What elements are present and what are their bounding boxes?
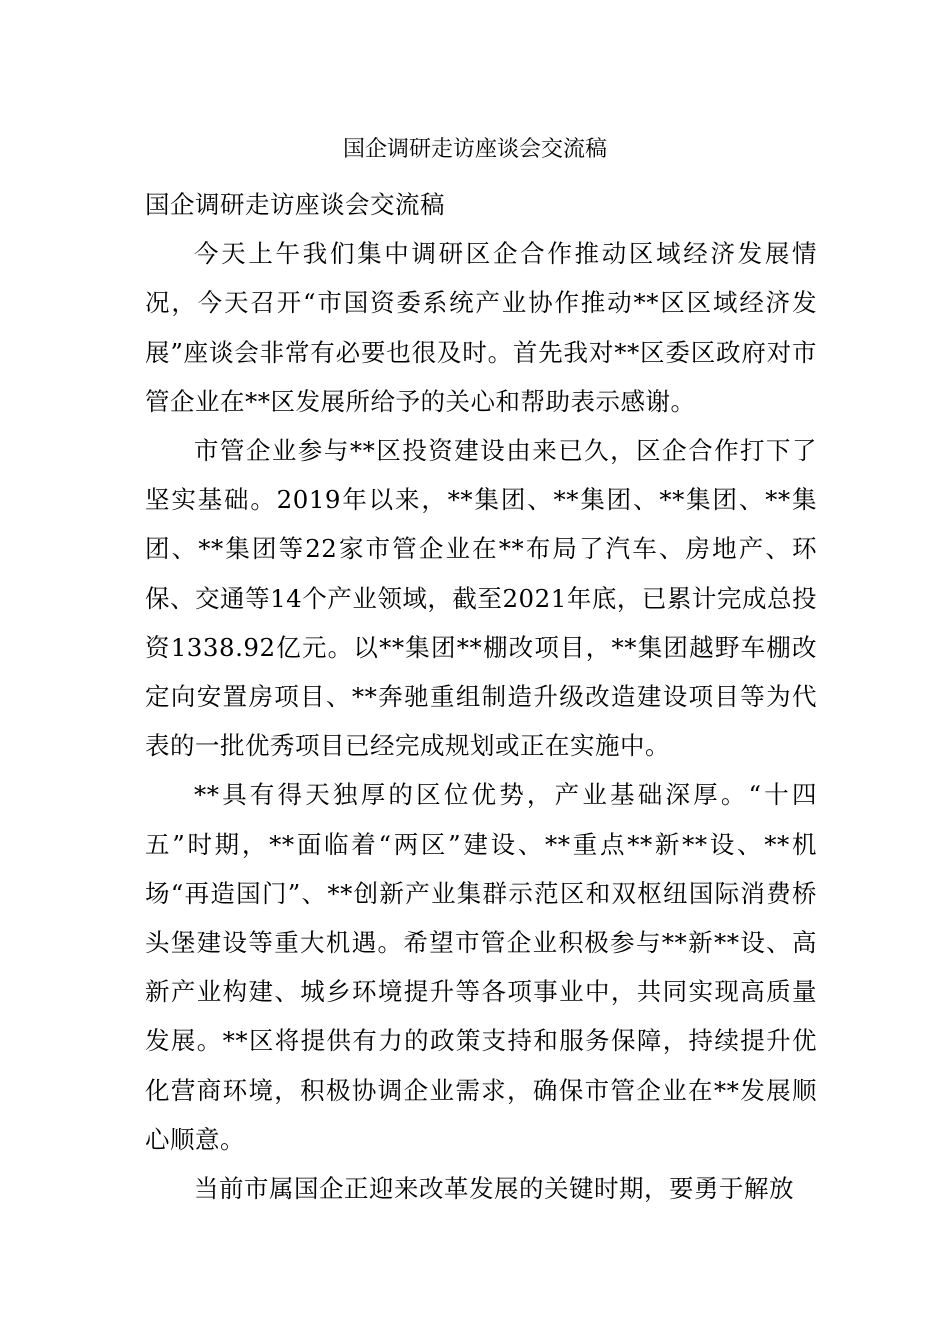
paragraph-4: 当前市属国企正迎来改革发展的关键时期，要勇于解放 bbox=[194, 1174, 794, 1204]
document-subtitle: 国企调研走访座谈会交流稿 bbox=[145, 190, 445, 219]
paragraph-3: **具有得天独厚的区位优势，产业基础深厚。“十四五”时期，**面临着“两区”建设、**重点**新**设、**机场“再造国门”、**创新产业集群示范区和双枢纽国际消费桥头堡建设等重大机遇。希望市管企业积极参与**新**设、高新产业构建、城乡环境提升等各项事业中，共同实现高质量发展。**区将提供有力的政策支持和服务保障，持续提升优化营商环境，积极协调企业需求，确保市管企业在**发展顺心顺意。 bbox=[145, 780, 817, 1154]
paragraph-2: 市管企业参与**区投资建设由来已久，区企合作打下了坚实基础。2019年以来，**集团、**集团、**集团、**集团、**集团等22家市管企业在**布局了汽车、房地产、环保、交通等14个产业领域，截至2021年底，已累计完成总投资1338.92亿元。以**集团**棚改项目，**集团越野车棚改定向安置房项目、**奔驰重组制造升级改造建设项目等为代表的一批优秀项目已经完成规划或正在实施中。 bbox=[145, 436, 817, 761]
document-title: 国企调研走访座谈会交流稿 bbox=[342, 137, 607, 162]
paragraph-1: 今天上午我们集中调研区企合作推动区域经济发展情况，今天召开“市国资委系统产业协作推动**区区域经济发展”座谈会非常有必要也很及时。首先我对**区委区政府对市管企业在**区发展所给予的关心和帮助表示感谢。 bbox=[145, 239, 817, 416]
document-body bbox=[145, 180, 817, 1213]
